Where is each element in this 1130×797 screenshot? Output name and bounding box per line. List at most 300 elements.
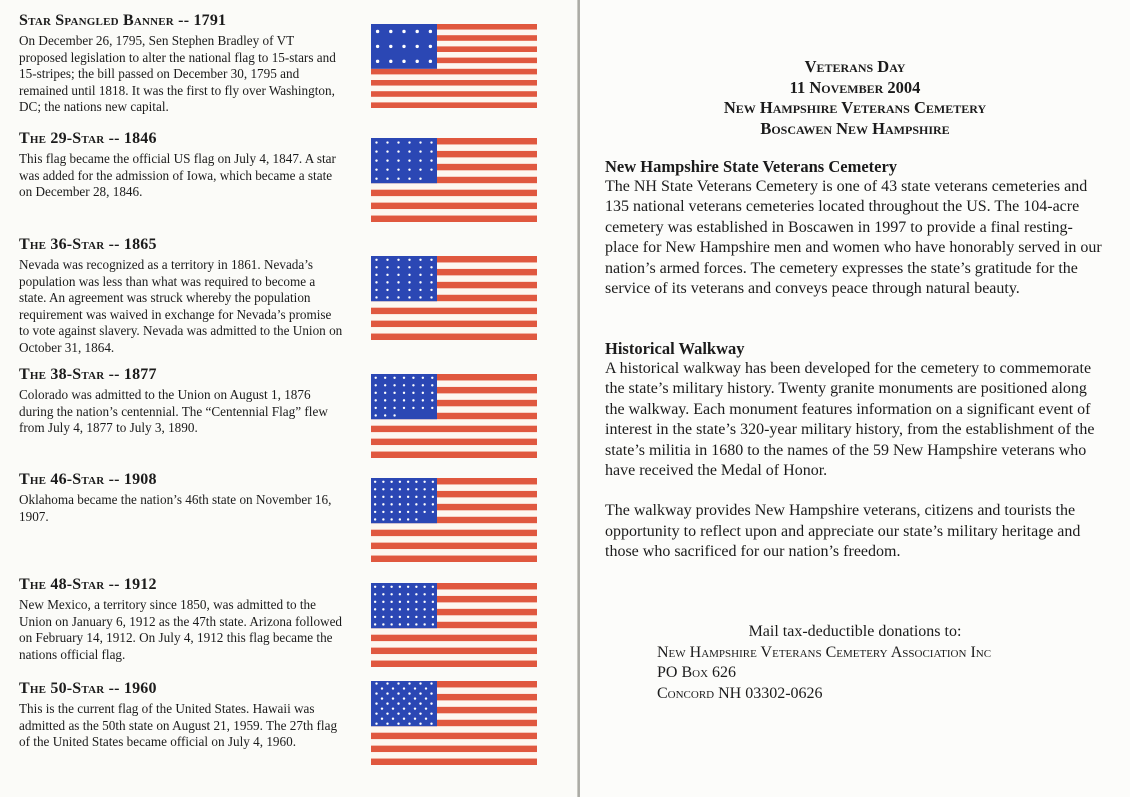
flag-star <box>415 481 417 483</box>
flag-star <box>389 45 392 48</box>
flag-canton <box>371 374 437 419</box>
flag-star <box>399 601 401 603</box>
flag-star <box>407 608 409 610</box>
flag-stripe <box>371 419 537 426</box>
flag-star <box>375 281 377 283</box>
flag-star <box>381 697 383 699</box>
flag-star <box>382 511 384 513</box>
flag-stripe <box>371 733 537 740</box>
flag-star <box>386 712 388 714</box>
flag-star <box>429 45 432 48</box>
flag-star <box>408 723 410 725</box>
flag-star <box>419 723 421 725</box>
flag-star <box>408 281 410 283</box>
flag-stripe <box>371 530 537 537</box>
flag-star <box>423 601 425 603</box>
flag-star <box>408 141 410 143</box>
entry-title-sep: -- <box>104 471 124 488</box>
flag-star <box>415 503 417 505</box>
flag-star <box>397 296 399 298</box>
flag-star <box>419 150 421 152</box>
flag-star <box>392 707 394 709</box>
flag-star <box>375 150 377 152</box>
flag-entry-1865 <box>19 236 344 357</box>
flag-star <box>419 682 421 684</box>
entry-title-name: The 50-Star <box>19 680 105 697</box>
entry-title-year: 1846 <box>123 130 157 147</box>
flag-star <box>386 159 388 161</box>
section-body-2: The walkway provides New Hampshire veterans, citizens and tourists the opportunity to reflect upon and appreciate our state’s military heritage and those who sacrificed for our nation’s freedom. <box>605 502 1081 561</box>
flag-stripe <box>371 74 537 80</box>
flag-star <box>374 601 376 603</box>
flag-star <box>399 608 401 610</box>
flag-stripe <box>371 654 537 661</box>
walkway-section <box>605 339 1105 563</box>
flag-star <box>397 266 399 268</box>
flag-star <box>397 159 399 161</box>
flag-star <box>381 717 383 719</box>
flag-star <box>375 377 377 379</box>
flag-stripe <box>371 203 537 210</box>
flag-star <box>419 141 421 143</box>
flag-star <box>375 384 377 386</box>
flag-star <box>430 259 432 261</box>
flag-star <box>431 407 433 409</box>
flag-star <box>386 723 388 725</box>
entry-title-sep: -- <box>104 130 124 147</box>
flag-canton <box>371 583 437 628</box>
flag-canton <box>371 256 437 301</box>
flag-38-star-image <box>371 374 537 458</box>
flag-star <box>419 692 421 694</box>
flag-star <box>432 503 434 505</box>
right-page <box>580 0 1130 797</box>
entry-title-year: 1791 <box>193 12 227 29</box>
heading-line-1: Veterans Day <box>804 57 906 76</box>
flag-star <box>412 407 414 409</box>
flag-46-star-image <box>371 478 537 562</box>
flag-star <box>416 30 419 33</box>
flag-star <box>430 296 432 298</box>
flag-star <box>407 481 409 483</box>
entry-title <box>19 471 344 489</box>
flag-star <box>382 593 384 595</box>
flag-star <box>408 274 410 276</box>
flag-star <box>407 511 409 513</box>
flag-star <box>375 414 377 416</box>
flag-15-star-image <box>371 24 537 108</box>
flag-star <box>384 399 386 401</box>
flag-star <box>429 30 432 33</box>
flag-29-star-image <box>371 138 537 222</box>
flag-stripe <box>371 739 537 746</box>
flag-star <box>384 377 386 379</box>
flag-stripe <box>371 746 537 753</box>
flag-star <box>422 407 424 409</box>
flag-star <box>422 392 424 394</box>
flag-stripe <box>371 327 537 334</box>
flag-star <box>403 697 405 699</box>
flag-star <box>403 687 405 689</box>
flag-star <box>432 601 434 603</box>
flag-star <box>408 682 410 684</box>
entry-title-year: 1865 <box>123 236 157 253</box>
flag-stripe <box>371 183 537 190</box>
flag-star <box>408 712 410 714</box>
flag-star <box>392 687 394 689</box>
flag-star <box>375 296 377 298</box>
flag-star <box>375 392 377 394</box>
entry-title-year: 1908 <box>123 471 157 488</box>
flag-stripe <box>371 543 537 550</box>
flag-star <box>425 697 427 699</box>
flag-star <box>375 723 377 725</box>
flag-star <box>382 623 384 625</box>
address-city: Concord NH 03302-0626 <box>657 684 823 702</box>
flag-star <box>384 414 386 416</box>
flag-stripe <box>371 426 537 433</box>
flag-star <box>423 488 425 490</box>
flag-star <box>374 608 376 610</box>
flag-stripe <box>371 308 537 315</box>
event-heading <box>580 57 1130 139</box>
flag-star <box>415 586 417 588</box>
flag-star <box>407 601 409 603</box>
section-title: New Hampshire State Veterans Cemetery <box>605 157 898 176</box>
entry-title <box>19 366 344 384</box>
flag-star <box>423 608 425 610</box>
flag-star <box>399 481 401 483</box>
flag-star <box>382 496 384 498</box>
flag-star <box>432 488 434 490</box>
flag-star <box>381 707 383 709</box>
flag-star <box>407 623 409 625</box>
flag-star <box>407 503 409 505</box>
flag-stripe <box>371 661 537 667</box>
flag-star <box>375 692 377 694</box>
flag-star <box>419 178 421 180</box>
flag-50-star-image <box>371 681 537 765</box>
flag-star <box>412 384 414 386</box>
flag-star <box>423 503 425 505</box>
flag-stripe <box>371 759 537 765</box>
flag-star <box>386 702 388 704</box>
flag-star <box>414 687 416 689</box>
flag-star <box>397 141 399 143</box>
flag-star <box>415 518 417 520</box>
flag-star <box>390 623 392 625</box>
flag-star <box>408 159 410 161</box>
flag-star <box>386 682 388 684</box>
flag-star <box>375 274 377 276</box>
flag-star <box>376 45 379 48</box>
entry-title-name: The 46-Star <box>19 471 105 488</box>
flag-star <box>390 586 392 588</box>
flag-stripe <box>371 641 537 648</box>
flag-star <box>376 30 379 33</box>
flag-star <box>390 481 392 483</box>
flag-star <box>374 518 376 520</box>
flag-star <box>419 168 421 170</box>
flag-star <box>425 717 427 719</box>
flag-star <box>423 511 425 513</box>
flag-star <box>374 496 376 498</box>
flag-star <box>382 608 384 610</box>
flag-star <box>425 707 427 709</box>
flag-star <box>412 399 414 401</box>
entry-title <box>19 576 344 594</box>
flag-star <box>399 593 401 595</box>
flag-star <box>422 399 424 401</box>
flag-star <box>423 496 425 498</box>
entry-title-year: 1960 <box>123 680 157 697</box>
flag-star <box>375 702 377 704</box>
flag-star <box>430 682 432 684</box>
flag-stripe <box>371 628 537 635</box>
flag-star <box>415 623 417 625</box>
flag-star <box>412 392 414 394</box>
flag-star <box>374 503 376 505</box>
flag-star <box>432 623 434 625</box>
flag-star <box>397 289 399 291</box>
flag-star <box>403 707 405 709</box>
flag-stripe <box>371 216 537 222</box>
flag-star <box>386 141 388 143</box>
entry-body: Colorado was admitted to the Union on August 1, 1876 during the nation’s centennial. The “Centennial Flag” flew from July 4, 1877 to July 3, 1890. <box>19 387 328 436</box>
flag-stripe <box>371 445 537 452</box>
entry-title-sep: -- <box>104 576 124 593</box>
flag-star <box>432 593 434 595</box>
flag-star <box>407 496 409 498</box>
flag-star <box>386 150 388 152</box>
flag-star <box>408 266 410 268</box>
entry-title-year: 1877 <box>123 366 157 383</box>
flag-star <box>423 623 425 625</box>
flag-star <box>408 168 410 170</box>
flag-star <box>375 178 377 180</box>
entry-body: This is the current flag of the United States. Hawaii was admitted as the 50th state on August 21, 1959. The 27th flag of the United States became official on July 4, 1960. <box>19 701 338 750</box>
flag-star <box>412 377 414 379</box>
flag-stripe <box>371 635 537 642</box>
heading-line-2: 11 November 2004 <box>789 77 921 97</box>
flag-star <box>375 168 377 170</box>
flag-star <box>432 496 434 498</box>
flag-star <box>393 414 395 416</box>
flag-star <box>384 392 386 394</box>
flag-star <box>408 702 410 704</box>
flag-star <box>407 593 409 595</box>
flag-star <box>390 496 392 498</box>
entry-body: This flag became the official US flag on July 4, 1847. A star was added for the admission of Iowa, which became a state on December 28, 1846. <box>19 151 336 200</box>
flag-star <box>397 274 399 276</box>
flag-star <box>382 503 384 505</box>
entry-title-name: The 38-Star <box>19 366 105 383</box>
flag-48-star-image <box>371 583 537 667</box>
flag-star <box>384 384 386 386</box>
flag-star <box>399 488 401 490</box>
flag-star <box>374 488 376 490</box>
flag-stripe <box>371 69 537 75</box>
flag-stripe <box>371 536 537 543</box>
flag-star <box>390 518 392 520</box>
flag-canton <box>371 138 437 183</box>
entry-body: Oklahoma became the nation’s 46th state on November 16, 1907. <box>19 492 332 524</box>
flag-star <box>430 150 432 152</box>
flag-star <box>402 30 405 33</box>
flag-star <box>419 274 421 276</box>
flag-stripe <box>371 334 537 340</box>
flag-star <box>402 45 405 48</box>
flag-star <box>430 702 432 704</box>
flag-stripe <box>371 86 537 92</box>
flag-star <box>419 259 421 261</box>
flag-star <box>399 518 401 520</box>
flag-star <box>425 687 427 689</box>
flag-star <box>430 168 432 170</box>
flag-stripe <box>371 549 537 556</box>
flag-star <box>432 586 434 588</box>
flag-star <box>423 586 425 588</box>
flag-star <box>432 608 434 610</box>
flag-stripe <box>371 648 537 655</box>
flag-star <box>393 384 395 386</box>
flag-stripe <box>371 196 537 203</box>
flag-star <box>397 723 399 725</box>
flag-star <box>415 496 417 498</box>
flag-star <box>382 481 384 483</box>
flag-star <box>374 616 376 618</box>
flag-star <box>397 150 399 152</box>
flag-star <box>390 593 392 595</box>
entry-title <box>19 236 344 254</box>
flag-stripe <box>371 102 537 108</box>
flag-stripe <box>371 523 537 530</box>
flag-star <box>415 593 417 595</box>
flag-star <box>390 503 392 505</box>
flag-star <box>386 274 388 276</box>
flag-star <box>399 503 401 505</box>
flag-star <box>382 616 384 618</box>
flag-star <box>414 697 416 699</box>
flag-stripe <box>371 752 537 759</box>
entry-title-sep: -- <box>104 366 124 383</box>
flag-star <box>386 692 388 694</box>
entry-title-name: The 29-Star <box>19 130 105 147</box>
flag-star <box>430 274 432 276</box>
flag-star <box>386 266 388 268</box>
flag-star <box>390 601 392 603</box>
flag-star <box>393 407 395 409</box>
cemetery-section <box>605 157 1105 299</box>
flag-canton <box>371 478 437 523</box>
flag-star <box>403 377 405 379</box>
flag-star <box>430 159 432 161</box>
flag-star <box>423 481 425 483</box>
flag-entry-1846 <box>19 130 344 201</box>
flag-star <box>416 45 419 48</box>
flag-star <box>419 281 421 283</box>
flag-star <box>432 511 434 513</box>
flag-star <box>393 399 395 401</box>
flag-stripe <box>371 452 537 458</box>
flag-star <box>397 281 399 283</box>
flag-star <box>430 712 432 714</box>
flag-stripe <box>371 314 537 321</box>
flag-star <box>375 712 377 714</box>
flag-stripe <box>371 556 537 562</box>
flag-star <box>397 682 399 684</box>
flag-star <box>397 702 399 704</box>
flag-stripe <box>371 432 537 439</box>
flag-stripe <box>371 190 537 197</box>
flag-star <box>414 707 416 709</box>
flag-star <box>375 399 377 401</box>
flag-entry-1908 <box>19 471 344 525</box>
flag-star <box>382 601 384 603</box>
flag-star <box>415 488 417 490</box>
flag-stripe <box>371 209 537 216</box>
flag-star <box>419 702 421 704</box>
entry-title-name: The 48-Star <box>19 576 105 593</box>
flag-star <box>432 481 434 483</box>
flag-star <box>407 518 409 520</box>
flag-star <box>423 616 425 618</box>
flag-star <box>399 623 401 625</box>
flag-star <box>389 30 392 33</box>
flag-star <box>374 623 376 625</box>
entry-title-sep: -- <box>104 236 124 253</box>
flag-star <box>408 289 410 291</box>
flag-stripe <box>371 726 537 733</box>
flag-star <box>393 392 395 394</box>
heading-line-4: Boscawen New Hampshire <box>760 118 950 138</box>
flag-star <box>390 608 392 610</box>
flag-star <box>397 168 399 170</box>
flag-star <box>419 296 421 298</box>
flag-star <box>382 586 384 588</box>
flag-star <box>407 488 409 490</box>
flag-star <box>422 384 424 386</box>
flag-star <box>408 178 410 180</box>
flag-star <box>386 281 388 283</box>
flag-star <box>431 399 433 401</box>
flag-stripe <box>371 80 537 86</box>
flag-star <box>390 488 392 490</box>
flag-star <box>430 723 432 725</box>
entry-title-name: The 36-Star <box>19 236 105 253</box>
entry-title-name: Star Spangled Banner <box>19 12 174 29</box>
flag-star <box>376 60 379 63</box>
entry-title-year: 1912 <box>123 576 157 593</box>
flag-star <box>390 511 392 513</box>
entry-body: Nevada was recognized as a territory in 1861. Nevada’s population was less than what was required to become a state. An agreement was struck whereby the population requirement was waived in exchange for Nevada’s promise to vote against slavery. Nevada was admitted to the Union on October 31, 1864. <box>19 257 343 355</box>
flag-star <box>403 717 405 719</box>
flag-entry-1912 <box>19 576 344 663</box>
flag-star <box>397 712 399 714</box>
flag-star <box>386 178 388 180</box>
flag-star <box>414 717 416 719</box>
flag-star <box>431 384 433 386</box>
flag-star <box>375 141 377 143</box>
flag-entry-1791 <box>19 12 344 116</box>
flag-stripe <box>371 91 537 97</box>
flag-star <box>375 407 377 409</box>
flag-star <box>408 150 410 152</box>
flag-star <box>408 692 410 694</box>
entry-title-sep: -- <box>104 680 124 697</box>
flag-star <box>397 178 399 180</box>
flag-star <box>416 60 419 63</box>
